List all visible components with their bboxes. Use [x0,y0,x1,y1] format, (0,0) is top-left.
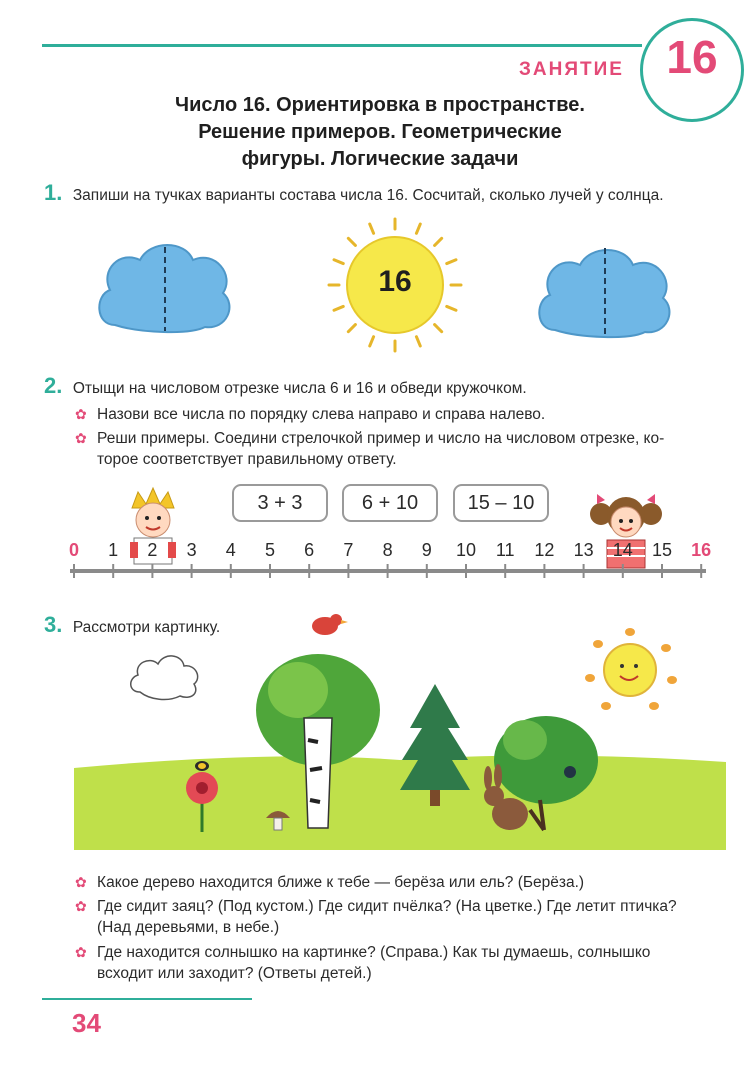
expression-card-1[interactable]: 3 + 3 [232,484,328,522]
task-2-text: Отыщи на числовом отрезке числа 6 и 16 и обведи кружочком. [72,380,527,397]
cloud-left-illustration [95,235,235,335]
task-3-bullet-2: ✿ Где сидит заяц? (Под кустом.) Где сидит пчёлка? (На цветке.) Где летит птичка? [75,898,677,915]
cloud-right-illustration [535,240,675,340]
number-line-label[interactable]: 9 [421,540,432,560]
flower-bullet-icon: ✿ [75,944,87,960]
sun-ray [334,260,343,264]
number-line-label[interactable]: 14 [612,540,633,560]
task-3-bullet-1: ✿ Какое дерево находится ближе к тебе — берёза или ель? (Берёза.) [75,874,585,891]
flower-bullet-icon: ✿ [75,406,87,422]
sun-ray [348,325,355,332]
task-2-bullet-2-cont: торое соответствует правильному ответу. [97,451,397,468]
number-line-label[interactable]: 6 [304,540,315,560]
number-line-label[interactable]: 16 [691,540,712,560]
expression-card-2[interactable]: 6 + 10 [342,484,438,522]
task-1-number: 1. [44,180,63,205]
flower-bullet-icon: ✿ [75,898,87,914]
sun-ray [334,306,343,310]
small-cloud-icon [131,656,198,700]
number-line-label[interactable]: 2 [147,540,158,560]
number-line-label[interactable]: 0 [68,540,79,560]
small-sun-icon [585,628,677,710]
sun-ray [348,238,355,245]
sun-ray [416,224,420,233]
expression-card-3[interactable]: 15 – 10 [453,484,549,522]
number-line-label[interactable]: 13 [573,540,594,560]
sun-ray [370,224,374,233]
spruce-tree-icon [400,684,470,806]
task-1-text: Запиши на тучках варианты состава числа 16. Сосчитай, сколько лучей у солнца. [72,187,664,204]
task-3-bullet-3: ✿ Где находится солнышко на картинке? (Справа.) Как ты думаешь, солнышко [75,944,651,961]
task-3-bullet-3-cont: всходит или заходит? (Ответы детей.) [97,965,372,982]
task-3-text: Рассмотри картинку. [72,619,221,636]
title-line-3: фигуры. Логические задачи [241,148,519,170]
task-2-number: 2. [44,373,63,398]
sun-ray [435,238,442,245]
flower-bullet-icon: ✿ [75,430,87,446]
task-2-bullet-1: ✿ Назови все числа по порядку слева направо и справа налево. [75,406,546,423]
sun-ray [447,306,456,310]
header-rule [42,44,642,47]
number-line-label[interactable]: 10 [455,540,477,560]
landscape-illustration [70,600,730,860]
title-line-1: Число 16. Ориентировка в пространстве. [175,94,585,116]
sun-number: 16 [378,265,412,298]
sun-ray [416,337,420,346]
task-2 [44,373,527,399]
task-1 [44,180,664,206]
number-line-label[interactable]: 5 [264,540,275,560]
lesson-number: 16 [666,31,718,83]
sun-ray [370,337,374,346]
sun-ray [435,325,442,332]
number-line-label[interactable]: 15 [651,540,673,560]
page-number: 34 [72,1008,101,1038]
page-title [120,92,640,173]
task-3-bullet-2-cont: (Над деревьями, в небе.) [97,919,280,936]
number-line-label[interactable]: 3 [186,540,197,560]
sun-ray [447,260,456,264]
flower-bullet-icon: ✿ [75,874,87,890]
title-line-2: Решение примеров. Геометрические [198,121,562,143]
number-line-label[interactable]: 12 [534,540,555,560]
number-line-label[interactable]: 8 [382,540,393,560]
footer-rule [42,998,252,1000]
number-line-label[interactable]: 4 [225,540,236,560]
number-line-label[interactable]: 11 [495,540,515,560]
number-line-label[interactable]: 1 [108,540,119,560]
number-line [66,562,710,580]
bird-icon [312,614,348,635]
task-2-bullet-2: ✿ Реши примеры. Соедини стрелочкой пример и число на числовом отрезке, ко- [75,430,665,447]
number-line-label[interactable]: 7 [343,540,354,560]
lesson-label: ЗАНЯТИЕ [519,59,624,80]
task-3-number: 3. [44,612,63,637]
